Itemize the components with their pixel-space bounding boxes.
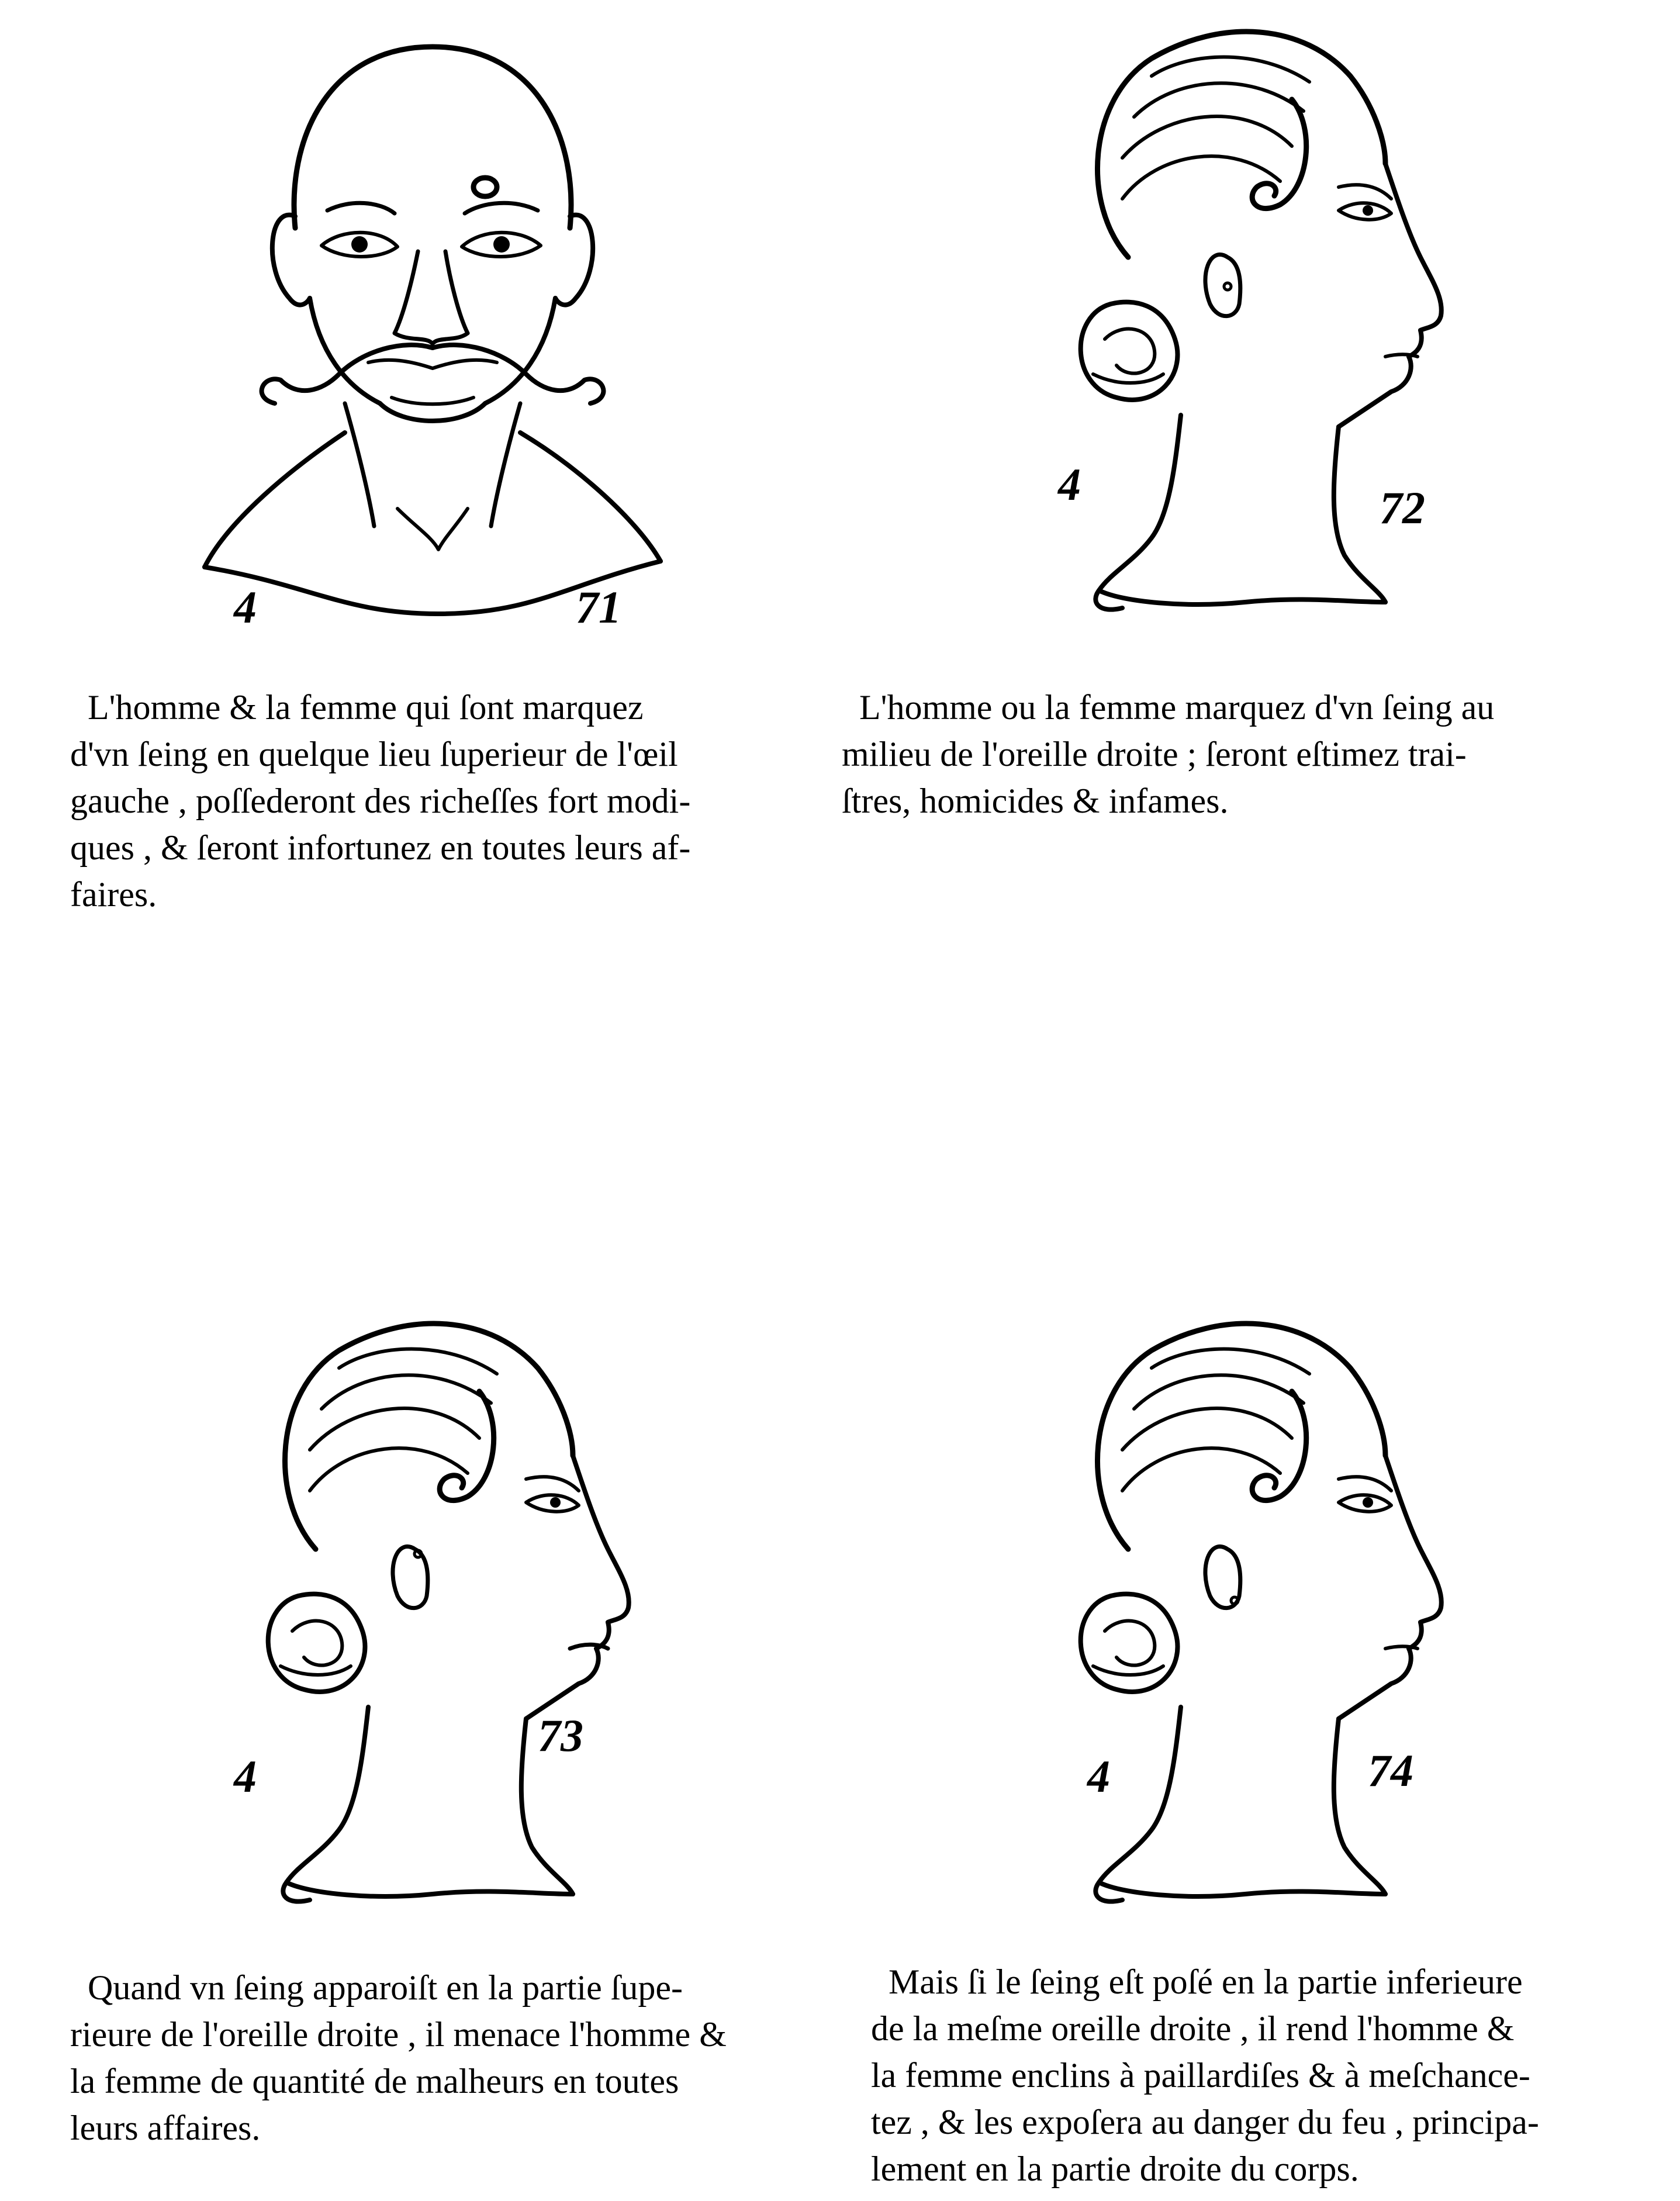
plate-71-right-number: 71: [576, 582, 621, 633]
plate-74-right-number: 74: [1368, 1745, 1413, 1796]
caption-plate-74: [871, 1958, 1643, 2192]
plate-74-left-number: 4: [1087, 1751, 1110, 1802]
caption-line: Quand vn ſeing apparoiſt en la partie ſupe-: [88, 1968, 683, 2007]
caption-line: d'vn ſeing en quelque lieu ſuperieur de l'œil: [70, 735, 678, 773]
caption-line: la femme enclins à paillardiſes & à meſchance-: [871, 2056, 1530, 2095]
caption-line: leurs affaires.: [70, 2109, 261, 2147]
caption-line: tez , & les expoſera au danger du feu , principa-: [871, 2103, 1539, 2141]
caption-line: faires.: [70, 875, 157, 914]
plate-73-left-number: 4: [234, 1751, 257, 1802]
caption-plate-73: [70, 1964, 818, 2151]
plate-71-left-number: 4: [234, 582, 257, 633]
caption-plate-72: [842, 684, 1637, 824]
caption-line: L'homme ou la femme marquez d'vn ſeing au: [859, 688, 1495, 727]
engraving-woman-profile-74: [1035, 1304, 1479, 1923]
caption-line: lement en la partie droite du corps.: [871, 2150, 1359, 2188]
plate-72-right-number: 72: [1380, 482, 1425, 533]
caption-line: Mais ſi le ſeing eſt poſé en la partie inferieure: [889, 1962, 1523, 2001]
engraving-woman-profile-72: [1035, 12, 1479, 631]
engraving-man-frontal: [193, 23, 707, 643]
caption-line: ſtres, homicides & infames.: [842, 782, 1229, 820]
caption-line: de la meſme oreille droite , il rend l'homme &: [871, 2009, 1515, 2048]
plate-73-right-number: 73: [538, 1710, 583, 1761]
plate-72-left-number: 4: [1058, 459, 1081, 510]
caption-line: milieu de l'oreille droite ; ſeront eſtimez trai-: [842, 735, 1467, 773]
caption-line: L'homme & la femme qui ſont marquez: [88, 688, 644, 727]
caption-line: rieure de l'oreille droite , il menace l'homme &: [70, 2015, 727, 2054]
caption-line: la femme de quantité de malheurs en toutes: [70, 2062, 679, 2100]
caption-line: ques , & ſeront infortunez en toutes leurs af-: [70, 828, 691, 867]
engraving-woman-profile-73: [222, 1304, 666, 1923]
caption-plate-71: [70, 684, 818, 918]
caption-line: gauche , poſſederont des richeſſes fort modi-: [70, 782, 691, 820]
